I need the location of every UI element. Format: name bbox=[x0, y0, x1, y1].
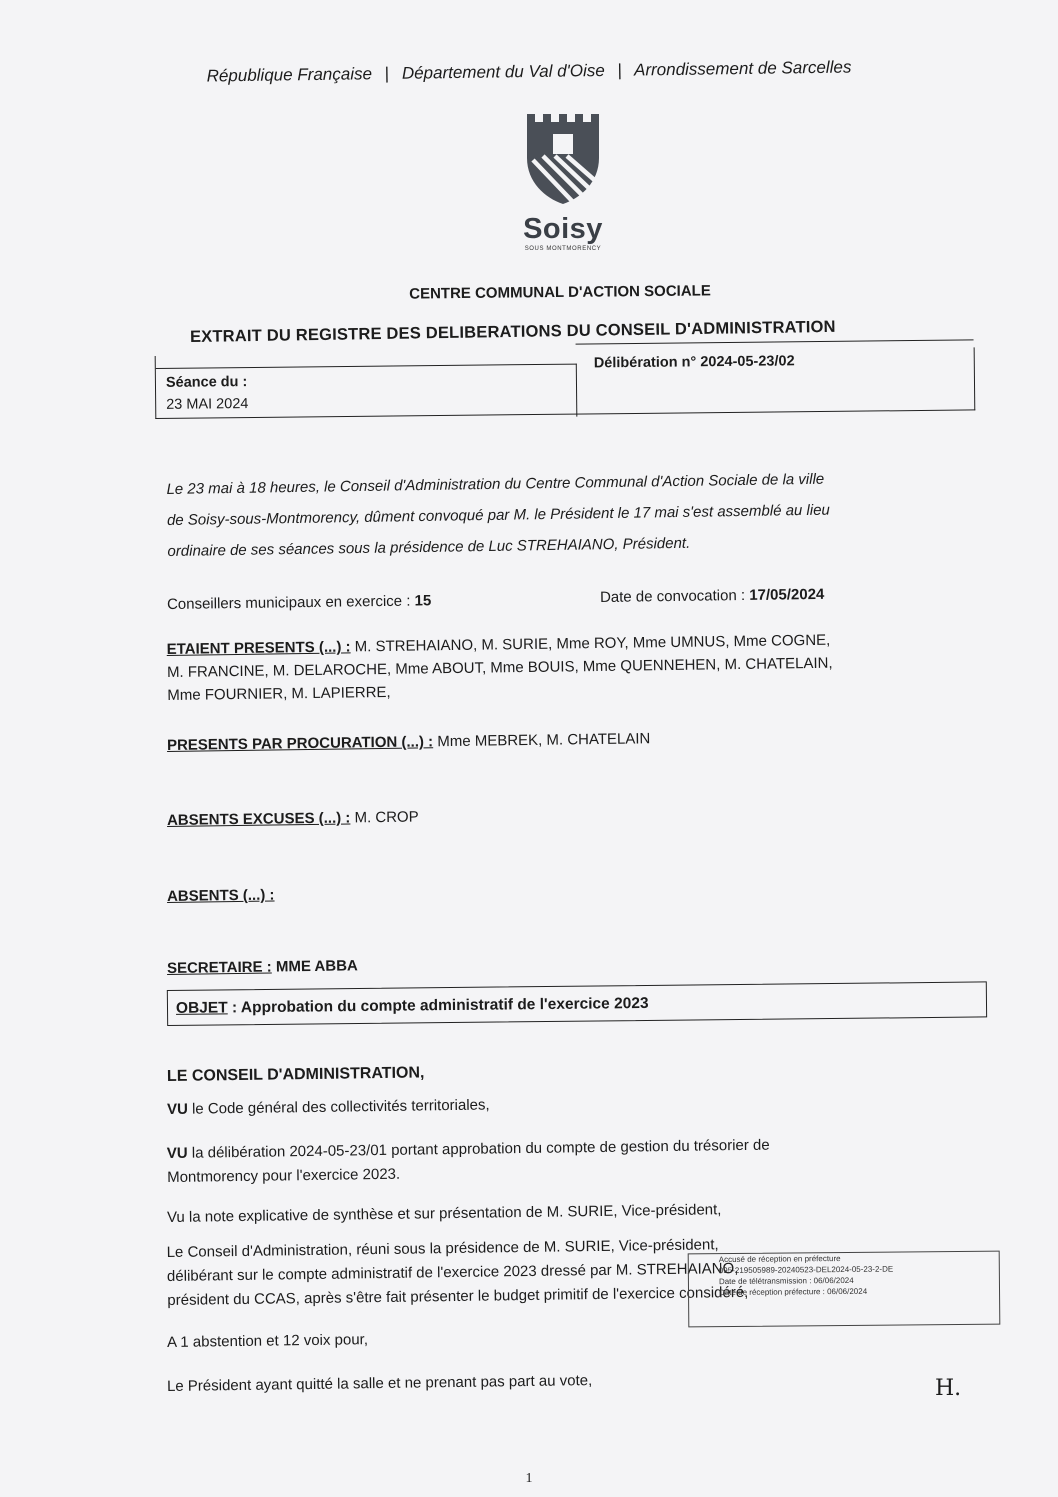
secretaire-value: MME ABBA bbox=[271, 957, 358, 976]
presents-line: M. STREHAIANO, M. SURIE, Mme ROY, Mme UMNUS, Mme COGNE, bbox=[350, 631, 831, 656]
presents-label: ETAIENT PRESENTS (...) : bbox=[166, 638, 351, 659]
excuses-label: ABSENTS EXCUSES (...) : bbox=[166, 809, 351, 829]
session-box bbox=[155, 347, 976, 419]
logo-wordmark: Soisy bbox=[523, 213, 603, 245]
conseil-line: président du CCAS, après s'être fait présenter le budget primitif de l'exercice considéré, bbox=[167, 1283, 749, 1309]
excuses-value: M. CROP bbox=[350, 808, 419, 827]
convocation-date bbox=[600, 586, 825, 606]
vu-text: le Code général des collectivités territoriales, bbox=[187, 1096, 490, 1118]
intro-line: de Soisy-sous-Montmorency, dûment convoqué par M. le Président le 17 mai s'est assemblé au lieu bbox=[166, 501, 830, 529]
vu-keyword: VU bbox=[166, 1144, 188, 1163]
secretaire-block bbox=[167, 957, 358, 977]
stamp-line: Accusé de réception en préfecture bbox=[718, 1254, 841, 1265]
convocation-value: 17/05/2024 bbox=[749, 585, 825, 604]
session-cell bbox=[156, 364, 578, 421]
tower-crest-icon bbox=[523, 110, 603, 206]
header-arrondissement: Arrondissement de Sarcelles bbox=[633, 57, 852, 80]
absents-block bbox=[167, 886, 275, 904]
conseil-line: délibérant sur le compte administratif de l'exercice 2023 dressé par M. STREHAIANO, bbox=[166, 1260, 739, 1285]
conseil-line: Le Conseil d'Administration, réuni sous la présidence de M. SURIE, Vice-président, bbox=[166, 1236, 719, 1262]
presents-block bbox=[167, 629, 834, 707]
conseillers-value: 15 bbox=[414, 592, 432, 610]
intro-paragraph bbox=[166, 461, 967, 567]
presents-line: Mme FOURNIER, M. LAPIERRE, bbox=[167, 683, 391, 704]
session-date: 23 MAI 2024 bbox=[166, 396, 249, 413]
excuses-block bbox=[167, 808, 419, 829]
procuration-value: Mme MEBREK, M. CHATELAIN bbox=[432, 730, 651, 751]
header-departement: Département du Val d'Oise bbox=[401, 60, 605, 83]
secretaire-label: SECRETAIRE : bbox=[166, 958, 272, 977]
vu-line-3: Vu la note explicative de synthèse et sur présentation de M. SURIE, Vice-président, bbox=[166, 1201, 722, 1226]
absents-label: ABSENTS (...) : bbox=[166, 886, 275, 905]
objet-label: OBJET bbox=[175, 999, 228, 1017]
vu-text: la délibération 2024-05-23/01 portant approbation du compte de gestion du trésorier de bbox=[187, 1136, 770, 1162]
president-line: Le Président ayant quitté la salle et ne prenant pas part au vote, bbox=[166, 1372, 593, 1395]
objet-box bbox=[167, 981, 987, 1026]
header-republic: République Française bbox=[206, 64, 373, 86]
header-separator: | bbox=[384, 63, 390, 84]
header-separator: | bbox=[617, 60, 623, 80]
handwritten-initials: H. bbox=[935, 1376, 962, 1401]
session-label: Séance du : bbox=[165, 374, 248, 391]
page-number: 1 bbox=[525, 1471, 533, 1486]
vu-text-continued: Montmorency pour l'exercice 2023. bbox=[167, 1165, 401, 1186]
deliberation-number: Délibération n° 2024-05-23/02 bbox=[593, 353, 795, 372]
procuration-block bbox=[167, 730, 651, 754]
soisy-logo bbox=[508, 110, 618, 270]
vu-line-2 bbox=[167, 1134, 771, 1190]
conseil-heading: LE CONSEIL D'ADMINISTRATION, bbox=[166, 1064, 425, 1085]
objet-value: : Approbation du compte administratif de l'exercice 2023 bbox=[227, 994, 649, 1017]
conseillers-label: Conseillers municipaux en exercice : bbox=[166, 592, 411, 613]
logo-subtitle: SOUS MONTMORENCY bbox=[524, 246, 602, 252]
convocation-label: Date de convocation : bbox=[599, 586, 746, 606]
procuration-label: PRESENTS PAR PROCURATION (...) : bbox=[166, 733, 434, 754]
organization-title: CENTRE COMMUNAL D'ACTION SOCIALE bbox=[409, 282, 711, 303]
stamp-line: Date de réception préfecture : 06/06/2024 bbox=[718, 1286, 868, 1298]
stamp-line: Date de télétransmission : 06/06/2024 bbox=[718, 1275, 854, 1287]
vu-keyword: VU bbox=[166, 1100, 188, 1118]
conseillers-count bbox=[167, 592, 432, 613]
presents-line: M. FRANCINE, M. DELAROCHE, Mme ABOUT, Mme BOUIS, Mme QUENNEHEN, M. CHATELAIN, bbox=[166, 654, 833, 681]
vu-line-1 bbox=[167, 1096, 490, 1118]
vote-line: A 1 abstention et 12 voix pour, bbox=[166, 1331, 369, 1351]
register-title: EXTRAIT DU REGISTRE DES DELIBERATIONS DU CONSEIL D'ADMINISTRATION bbox=[189, 317, 836, 346]
document-header bbox=[0, 55, 1058, 90]
intro-line: ordinaire de ses séances sous la présidence de Luc STREHAIANO, Président. bbox=[167, 534, 691, 560]
intro-line: Le 23 mai à 18 heures, le Conseil d'Administration du Centre Communal d'Action Sociale de la ville bbox=[166, 470, 825, 499]
prefecture-stamp bbox=[688, 1251, 1001, 1328]
stamp-line: 095-219505989-20240523-DEL2024-05-23-2-DE bbox=[718, 1264, 894, 1276]
